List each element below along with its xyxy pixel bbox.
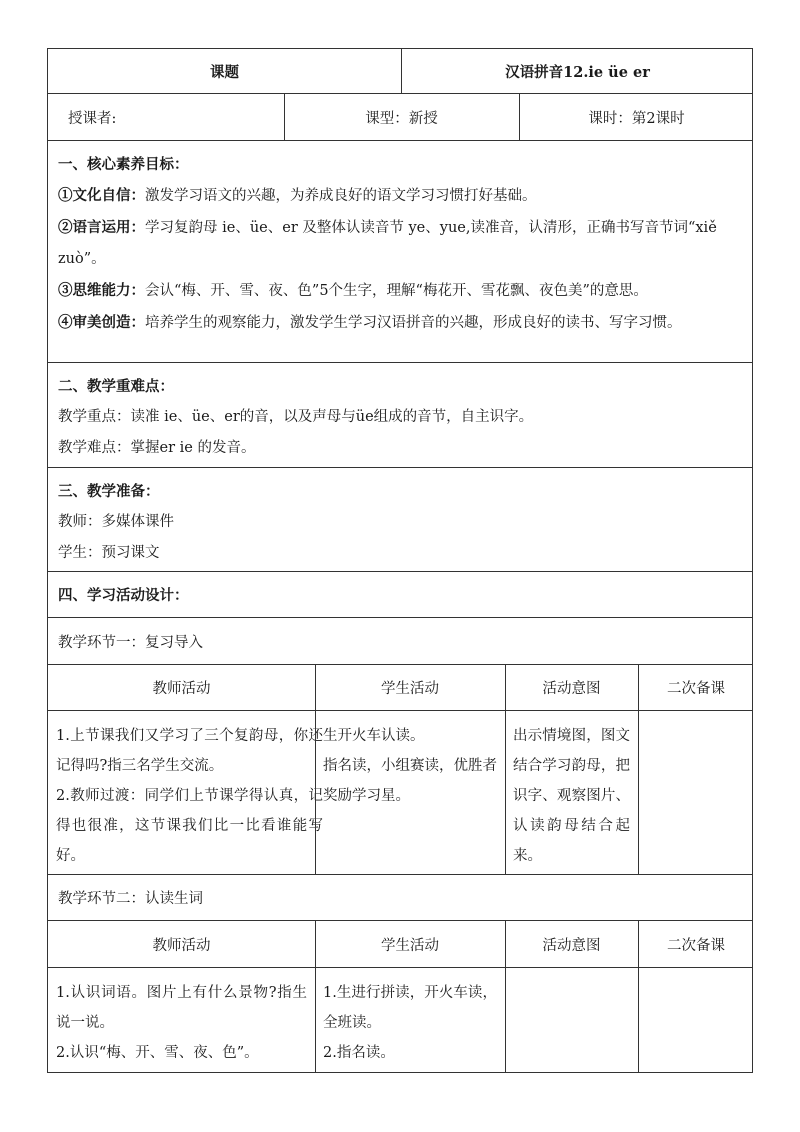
section2-header-row xyxy=(47,921,753,968)
key-points-heading: 二、教学重难点： xyxy=(58,378,174,395)
preparation-heading: 三、教学准备： xyxy=(58,483,160,500)
goal-item xyxy=(58,180,742,212)
section1-header-row xyxy=(47,665,753,711)
goal-label: ③思维能力： xyxy=(58,282,145,299)
goal-label: ②语言运用： xyxy=(58,219,145,236)
col-student-activity: 学生活动 xyxy=(381,681,439,697)
section2-teacher-activity xyxy=(48,968,315,1078)
goal-text: 培养学生的观察能力，激发学生学习汉语拼音的兴趣，形成良好的读书、写字习惯。 xyxy=(145,315,682,331)
section2-student-activity xyxy=(315,968,505,1078)
goal-text: 激发学习语文的兴趣，为养成良好的语文学习习惯打好基础。 xyxy=(145,188,537,204)
key-points-block xyxy=(48,363,752,472)
goal-item xyxy=(58,307,742,339)
activity-line: 指名读，小组赛读，优胜者奖励学习星。 xyxy=(323,758,497,804)
topic-value: 汉语拼音12.ie üe er xyxy=(505,63,650,81)
activity-line: 出示情境图，图文结合学习韵母，把识字、观察图片、认读韵母结合起来。 xyxy=(513,728,630,864)
goal-item xyxy=(58,275,742,307)
col-teacher-activity: 教师活动 xyxy=(152,681,211,697)
difficulty-text: 教学难点：掌握er ie 的发音。 xyxy=(58,440,256,456)
title-row xyxy=(47,48,753,94)
activity-line: 2.认识“梅、开、雪、夜、色”。 xyxy=(56,1045,259,1061)
design-heading: 四、学习活动设计： xyxy=(58,587,189,604)
col-intent: 活动意图 xyxy=(542,937,601,954)
goal-item xyxy=(58,212,742,275)
design-heading-row xyxy=(47,572,753,618)
goals-section xyxy=(47,141,753,363)
goal-label: ①文化自信： xyxy=(58,187,145,204)
section2-title-row xyxy=(47,875,753,921)
col-intent: 活动意图 xyxy=(542,681,601,697)
topic-label: 课题 xyxy=(210,63,239,81)
teacher-field: 授课者: xyxy=(68,110,117,127)
info-row xyxy=(47,94,753,141)
section1-title: 教学环节一：复习导入 xyxy=(58,634,203,651)
section2-content-row xyxy=(47,968,753,1073)
activity-line: 2.指名读。 xyxy=(323,1045,395,1061)
lesson-hours: 课时：第2课时 xyxy=(588,110,685,127)
key-points-section xyxy=(47,363,753,468)
goals-block xyxy=(48,141,752,347)
preparation-block xyxy=(48,468,752,577)
section1-title-row xyxy=(47,618,753,665)
section1-student-activity xyxy=(315,711,505,821)
goal-text: 会认“梅、开、雪、夜、色”5个生字，理解“梅花开、雪花飘、夜色美”的意思。 xyxy=(145,283,648,299)
activity-line: 2.教师过渡：同学们上节课学得认真，记得也很准，这节课我们比一比看谁能写好。 xyxy=(56,788,323,864)
preparation-teacher: 教师：多媒体课件 xyxy=(58,514,174,530)
goal-text: 学习复韵母 ie、üe、er 及整体认读音节 ye、yue,读准音，认清形，正确书写音节词“xiě zuò”。 xyxy=(58,220,717,267)
section1-content-row xyxy=(47,711,753,875)
col-second-prep: 二次备课 xyxy=(667,681,725,697)
col-teacher-activity: 教师活动 xyxy=(152,937,211,954)
activity-line: 1.上节课我们又学习了三个复韵母，你还记得吗?指三名学生交流。 xyxy=(56,728,323,774)
activity-line: 1.生进行拼读，开火车读，全班读。 xyxy=(323,985,497,1031)
focus-text: 教学重点：读准 ie、üe、er的音，以及声母与üe组成的音节，自主识字。 xyxy=(58,409,534,425)
activity-line: 生开火车认读。 xyxy=(323,728,425,744)
activity-line: 1.认识词语。图片上有什么景物?指生说一说。 xyxy=(56,985,307,1031)
section1-intent xyxy=(505,711,638,881)
lesson-type: 课型：新授 xyxy=(365,110,438,127)
col-student-activity: 学生活动 xyxy=(381,937,439,954)
lesson-plan-table xyxy=(47,48,753,1073)
col-second-prep: 二次备课 xyxy=(667,937,725,954)
section2-title: 教学环节二：认读生词 xyxy=(58,891,203,907)
goals-heading: 一、核心素养目标： xyxy=(58,156,189,173)
goal-label: ④审美创造： xyxy=(58,314,145,331)
preparation-section xyxy=(47,468,753,572)
preparation-student: 学生：预习课文 xyxy=(58,545,160,561)
section1-note xyxy=(638,711,754,731)
section1-teacher-activity xyxy=(48,711,331,881)
